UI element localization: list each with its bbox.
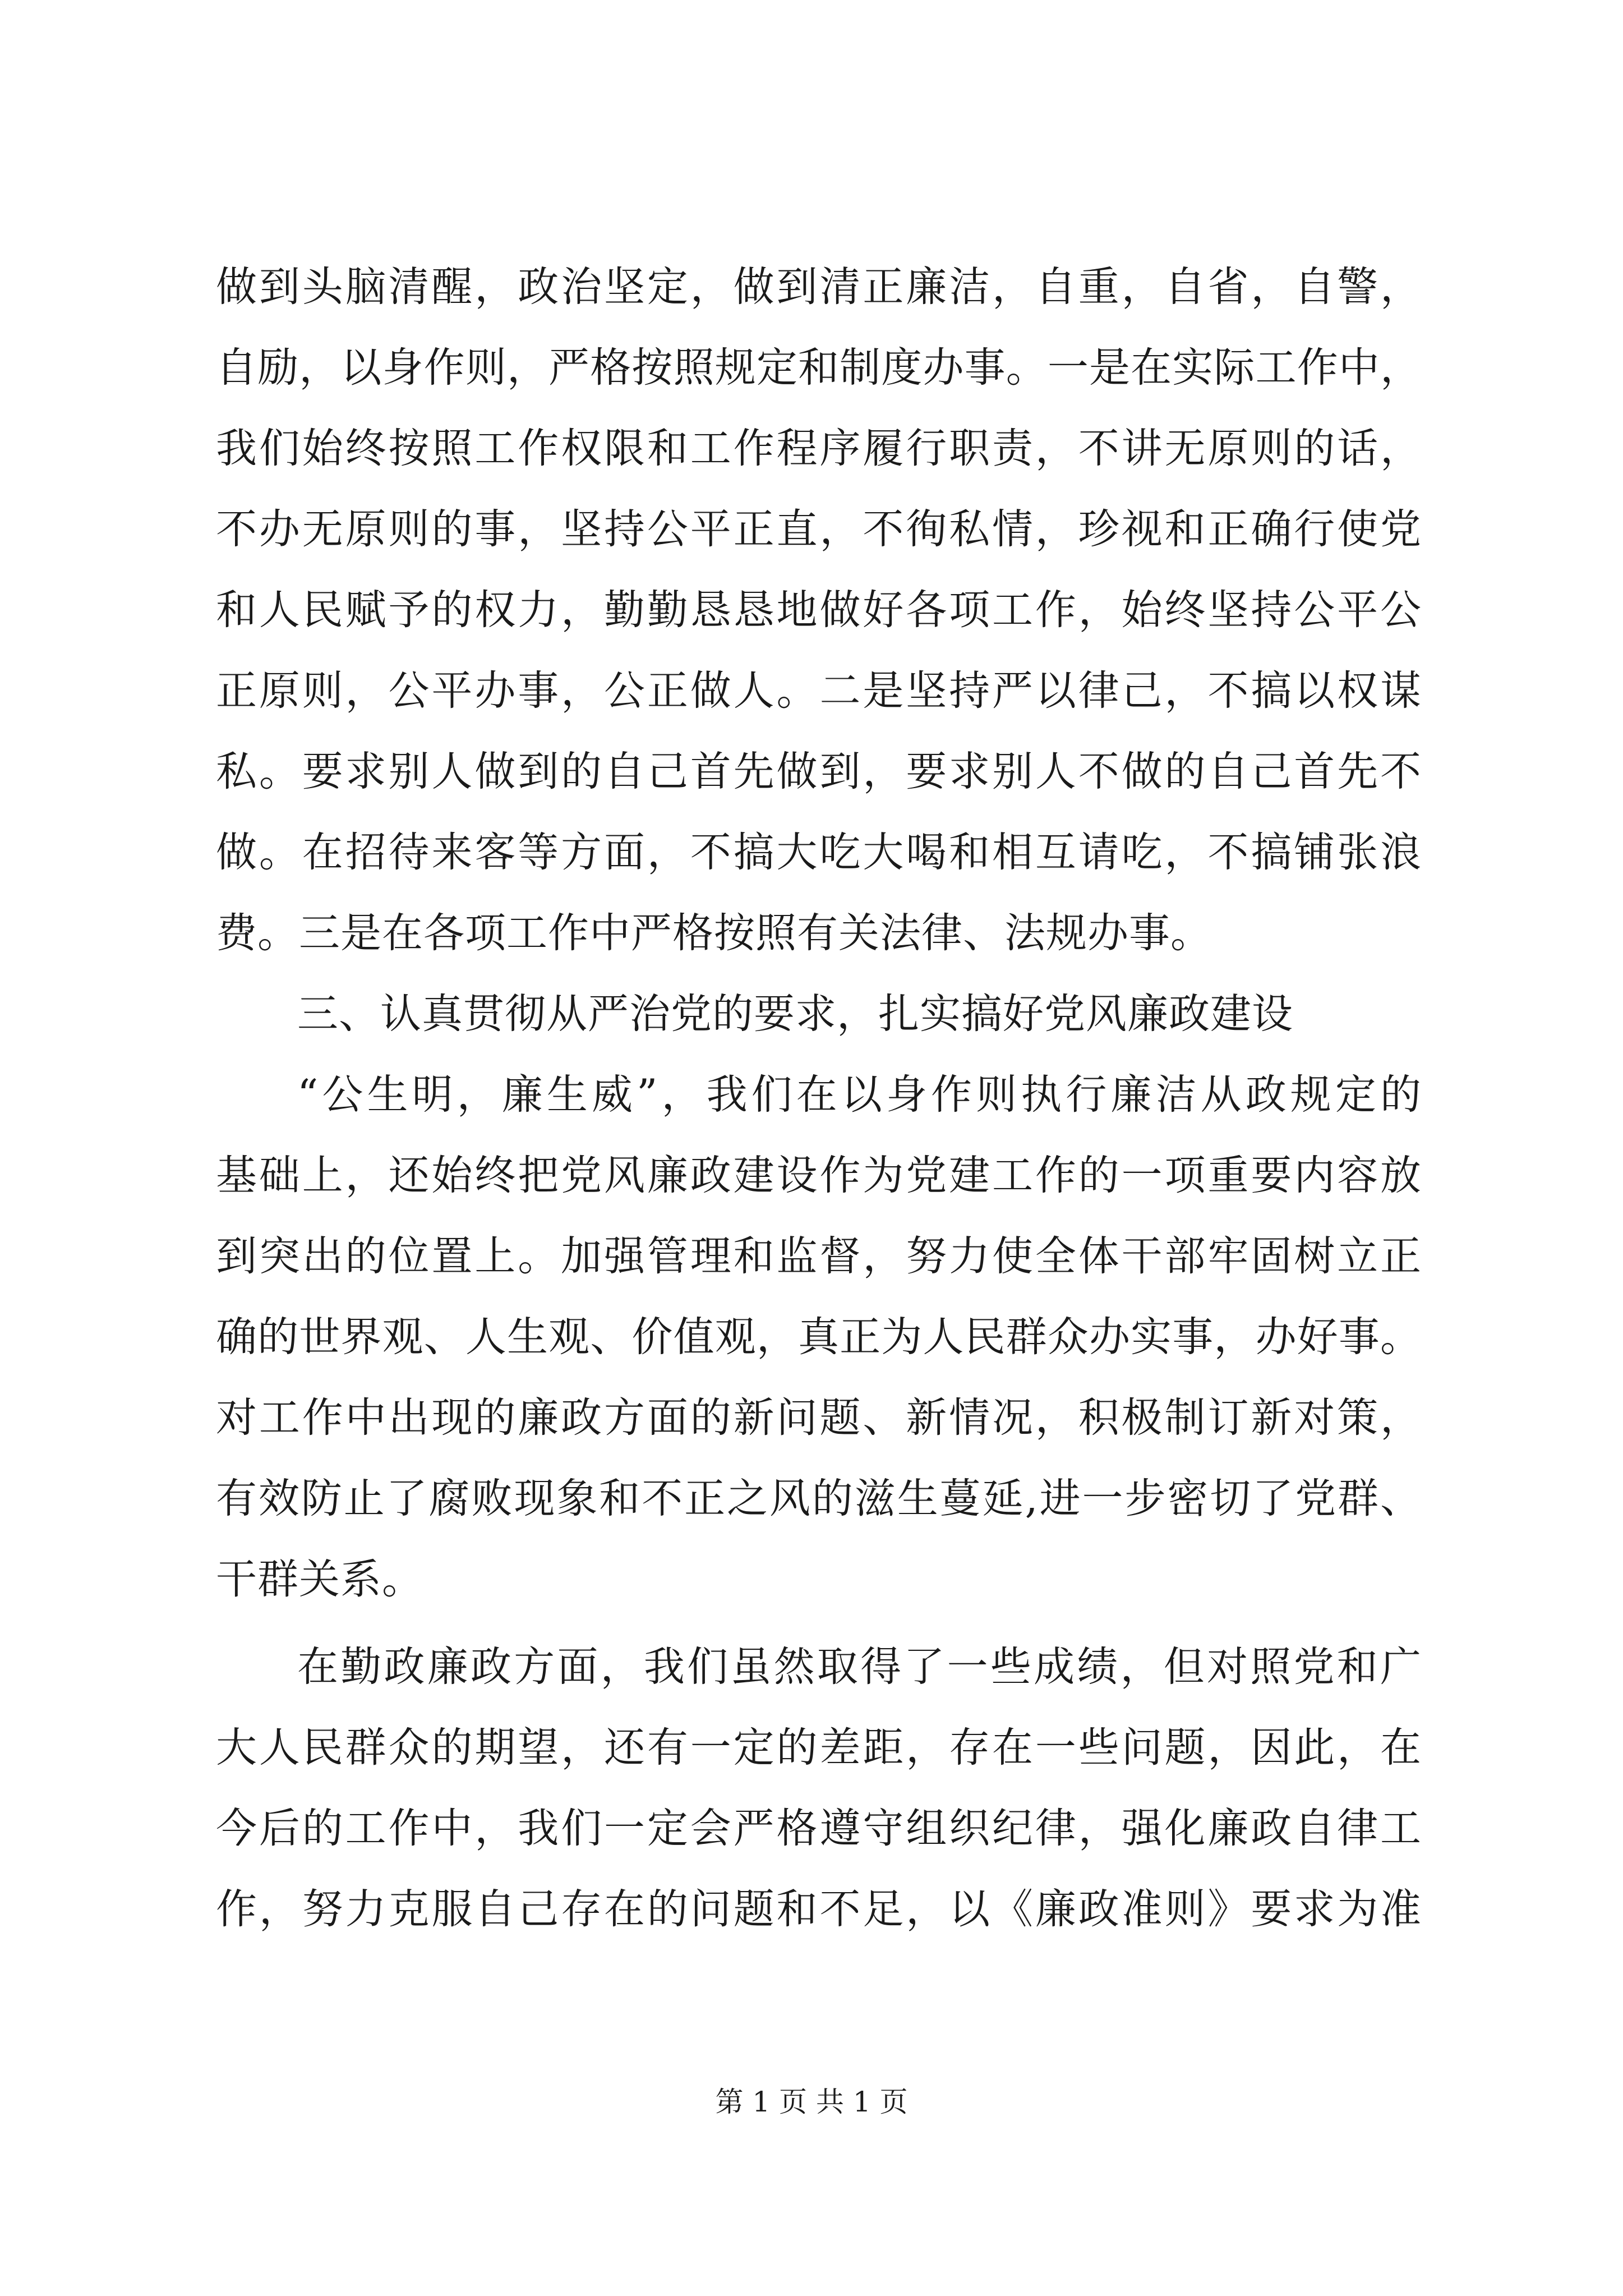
text-line: 有效防止了腐败现象和不正之风的滋生蔓延,进一步密切了党群、 xyxy=(216,1475,1422,1522)
text-line: 作，努力克服自己存在的问题和不足，以《廉政准则》要求为准 xyxy=(216,1885,1422,1933)
text-line: 在勤政廉政方面，我们虽然取得了一些成绩，但对照党和广 xyxy=(297,1643,1422,1691)
text-line: 费。三是在各项工作中严格按照有关法律、法规办事。 xyxy=(216,909,1212,957)
text-line: 基础上，还始终把党风廉政建设作为党建工作的一项重要内容放 xyxy=(216,1152,1422,1199)
text-line: 到突出的位置上。加强管理和监督，努力使全体干部牢固树立正 xyxy=(216,1232,1422,1280)
text-line: 做到头脑清醒，政治坚定，做到清正廉洁，自重，自省，自警， xyxy=(216,263,1422,311)
text-line: 正原则，公平办事，公正做人。二是坚持严以律己，不搞以权谋 xyxy=(216,667,1422,715)
text-line: 我们始终按照工作权限和工作程序履行职责，不讲无原则的话， xyxy=(216,425,1422,472)
text-line: 确的世界观、人生观、价值观，真正为人民群众办实事，办好事。 xyxy=(216,1313,1422,1361)
text-line: 干群关系。 xyxy=(216,1556,423,1603)
text-line: 和人民赋予的权力，勤勤恳恳地做好各项工作，始终坚持公平公 xyxy=(216,586,1422,634)
page-footer: 第 1 页 共 1 页 xyxy=(715,2086,908,2118)
text-line: 不办无原则的事，坚持公平正直，不徇私情，珍视和正确行使党 xyxy=(216,505,1422,553)
text-line: 大人民群众的期望，还有一定的差距，存在一些问题，因此，在 xyxy=(216,1724,1422,1772)
text-line: 对工作中出现的廉政方面的新问题、新情况，积极制订新对策， xyxy=(216,1394,1422,1442)
section-heading: 三、认真贯彻从严治党的要求，扎实搞好党风廉政建设 xyxy=(297,990,1293,1038)
text-line: “公生明，廉生威”，我们在以身作则执行廉洁从政规定的 xyxy=(297,1071,1422,1119)
text-line: 今后的工作中，我们一定会严格遵守组织纪律，强化廉政自律工 xyxy=(216,1805,1422,1852)
text-line: 自励，以身作则，严格按照规定和制度办事。一是在实际工作中， xyxy=(216,344,1422,392)
text-line: 私。要求别人做到的自己首先做到，要求别人不做的自己首先不 xyxy=(216,748,1422,795)
text-line: 做。在招待来客等方面，不搞大吃大喝和相互请吃，不搞铺张浪 xyxy=(216,829,1422,876)
